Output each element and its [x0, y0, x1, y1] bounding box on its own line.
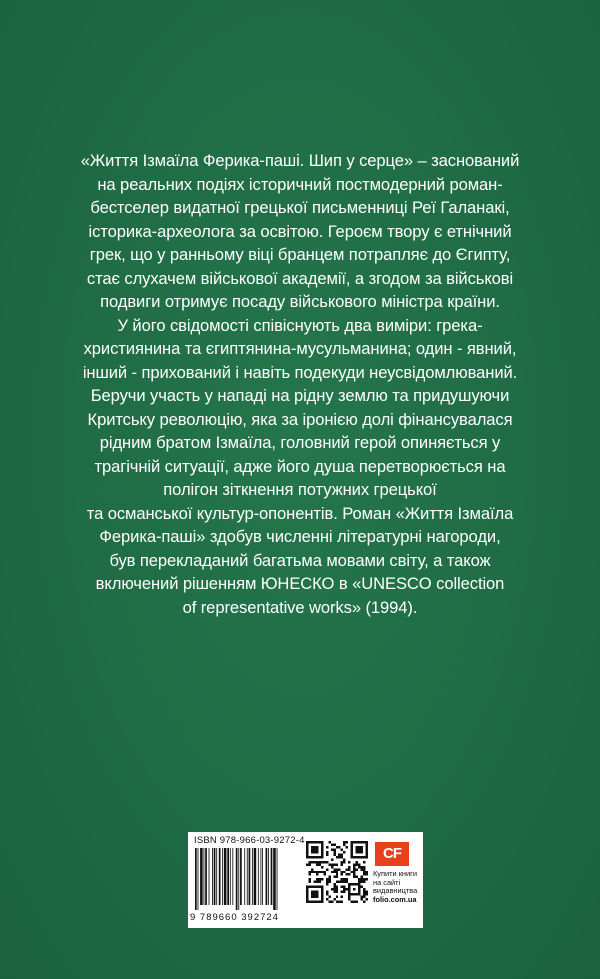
- book-description: [40, 149, 560, 619]
- publisher-caption-line: видавництва: [373, 886, 418, 896]
- qr-code-icon[interactable]: [306, 841, 368, 903]
- description-line: стає слухачем військової академії, а згодом за військові: [86, 268, 514, 288]
- publisher-logo: CF: [375, 842, 409, 866]
- barcode-icon: [194, 848, 302, 910]
- description-line: трагічній ситуації, адже його душа перетворюється на: [94, 456, 506, 476]
- isbn-label: ISBN 978-966-03-9272-4: [194, 835, 305, 846]
- description-line: грек, що у ранньому віці бранцем потрапляє до Єгипту,: [89, 245, 511, 264]
- description-line: У його свідомості співіснують два виміри: грека-: [117, 315, 483, 335]
- description-line: рідним братом Ізмаїла, головний герой опиняється у: [99, 433, 501, 452]
- publisher-site-link[interactable]: folio.com.ua: [373, 894, 417, 904]
- description-line: Беручи участь у нападі на рідну землю та придушуючи: [90, 386, 510, 405]
- description-line: полігон зіткнення потужних грецької: [163, 480, 437, 499]
- description-line: Критську революцію, яка за іронією долі фінансувалася: [87, 409, 513, 429]
- publisher-caption: [373, 870, 421, 904]
- description-line: Ферика-паші» здобув численні літературні нагороди,: [99, 527, 501, 546]
- description-line: історика-археолога за освітою. Героєм твору є етнічний: [88, 221, 512, 241]
- description-line: подвиги отримує посаду військового міністра країни.: [100, 292, 500, 311]
- barcode-panel: [188, 832, 423, 928]
- description-line: був перекладаний багатьма мовами світу, а також: [109, 550, 491, 570]
- description-line: «Життя Ізмаїла Ферика-паші. Шип у серце» – заснований: [80, 151, 520, 170]
- description-line: інший - прихований і навіть подекуди неусвідомлюваний.: [82, 362, 518, 382]
- publisher-caption-line: Купити книги: [373, 869, 417, 878]
- publisher-caption-line: на сайті: [373, 877, 401, 887]
- description-line: та османської культур-опонентів. Роман «Життя Ізмаїла: [86, 503, 514, 523]
- description-line: of representative works» (1994).: [182, 597, 418, 617]
- description-line: на реальних подіях історичний постмодерний роман-: [97, 174, 503, 194]
- barcode-digits: 9 789660 392724: [190, 912, 279, 923]
- description-line: християнина та єгиптянина-мусульманина; один - явний,: [83, 339, 517, 358]
- description-line: бестселер видатної грецької письменниці Реї Галанакі,: [90, 198, 510, 217]
- description-line: включений рішенням ЮНЕСКО в «UNESCO collection: [95, 574, 505, 593]
